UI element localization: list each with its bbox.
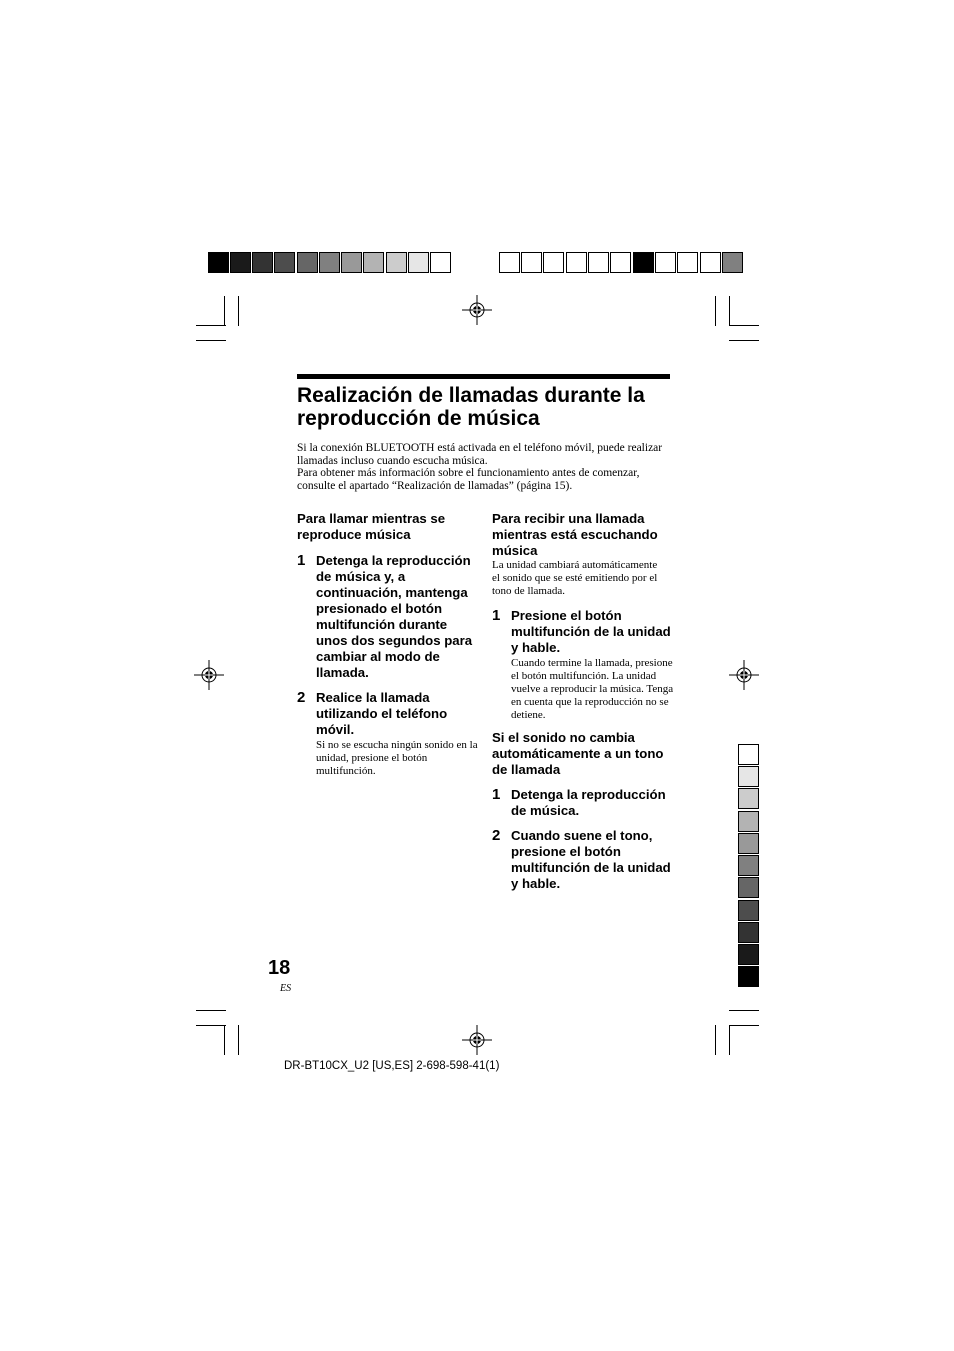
swatch [738,811,759,832]
swatch [566,252,587,273]
section-heading: Si el sonido no cambia automáticamente a un tono de llamada [492,730,664,778]
step-number: 1 [297,552,306,569]
step-text: Detenga la reproducción de música y, a continuación, mantenga presionado el botón multifunción durante unos dos segundos para cambiar al modo de llamada. [316,553,473,680]
step-text: Detenga la reproducción de música. [511,787,666,819]
swatch [386,252,407,273]
swatch [588,252,609,273]
swatch [521,252,542,273]
page-number: 18 [268,957,291,979]
step-item [297,690,479,777]
intro-text [297,442,677,492]
swatch [230,252,251,273]
swatch [297,252,318,273]
step-number: 2 [297,689,306,706]
registration-mark-icon [462,295,492,325]
step-number: 1 [492,786,501,804]
footer-code: DR-BT10CX_U2 [US,ES] 2-698-598-41(1) [284,1060,500,1072]
title-rule [297,374,670,379]
step-item [492,787,677,819]
swatch [655,252,676,273]
swatch [610,252,631,273]
swatch [319,252,340,273]
step-item [492,828,677,892]
swatch [738,833,759,854]
step-note: Cuando termine la llamada, presione el botón multifunción. La unidad vuelve a reproducir la música. Tenga en cuenta que la reproducción no se detiene. [511,657,674,721]
swatch [677,252,698,273]
step-text: Cuando suene el tono, presione el botón multifunción de la unidad y hable. [511,828,671,892]
step-number: 2 [492,827,501,845]
step-text: Realice la llamada utilizando el teléfono móvil. [316,690,448,737]
swatch [543,252,564,273]
registration-mark-icon [462,1025,492,1055]
intro-paragraph: Para obtener más información sobre el funcionamiento antes de comenzar, consulte el apartado “Realización de llamadas” (página 15). [297,467,640,492]
swatch [363,252,384,273]
registration-mark-icon [194,660,224,690]
swatch [408,252,429,273]
step-text: Presione el botón multifunción de la unidad y hable. [511,608,671,656]
swatch [738,744,759,765]
swatch [499,252,520,273]
step-item [297,553,479,681]
swatch [208,252,229,273]
swatch [252,252,273,273]
swatch [722,252,743,273]
step-item [492,608,677,721]
swatch [738,788,759,809]
intro-paragraph: Si la conexión BLUETOOTH está activada en el teléfono móvil, puede realizar llamadas incluso cuando escucha música. [297,442,663,467]
swatch [738,877,759,898]
section-heading: Para llamar mientras se reproduce música [297,511,446,542]
section-heading: Para recibir una llamada mientras está escuchando música [492,511,658,558]
swatch [430,252,451,273]
swatch [738,966,759,987]
step-note: Si no se escucha ningún sonido en la unidad, presione el botón multifunción. [316,739,478,777]
swatch [738,922,759,943]
swatch [738,855,759,876]
swatch [700,252,721,273]
page-title: Realización de llamadas durante la reproducción de música [297,384,645,430]
section-paragraph: La unidad cambiará automáticamente el sonido que se esté emitiendo por el tono de llamada. [492,559,658,597]
step-number: 1 [492,607,501,625]
swatch [738,766,759,787]
swatch [341,252,362,273]
language-code: ES [280,983,292,994]
swatch [633,252,654,273]
swatch [274,252,295,273]
swatch [738,944,759,965]
right-column [492,511,677,892]
left-column [297,511,479,777]
swatch [738,900,759,921]
registration-mark-icon [729,660,759,690]
